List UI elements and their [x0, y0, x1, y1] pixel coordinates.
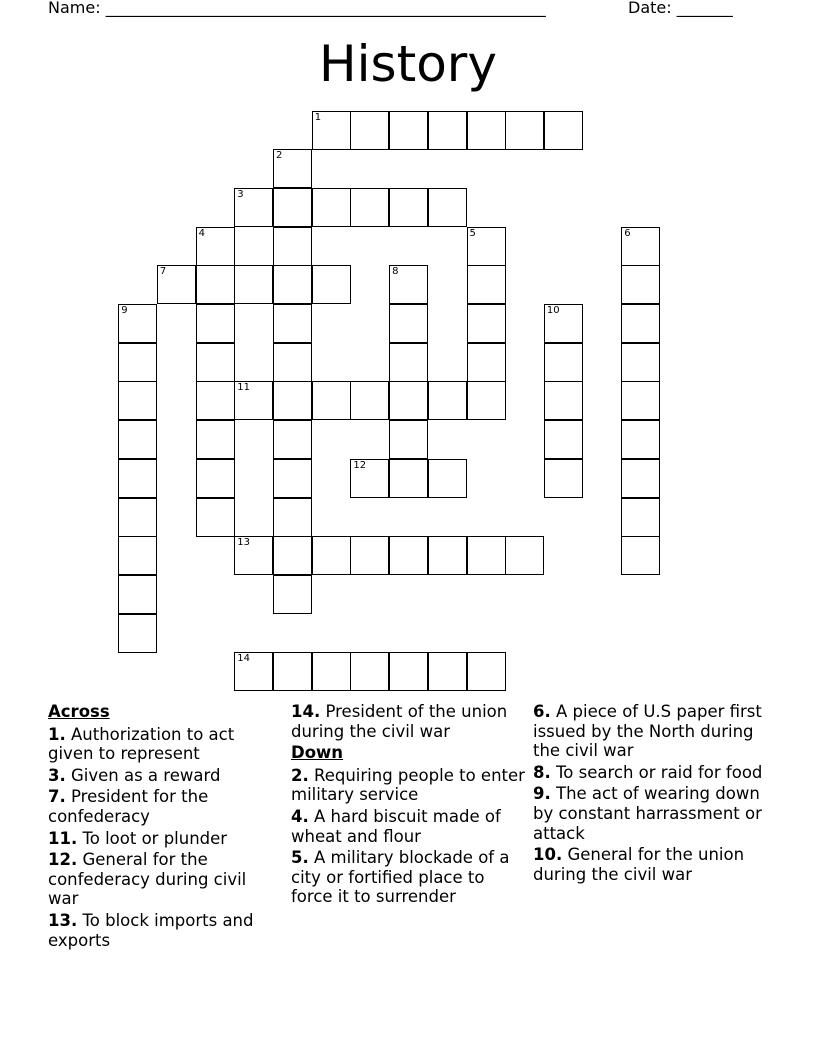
- clue-number: 8.: [533, 762, 551, 782]
- grid-cell[interactable]: [350, 536, 389, 575]
- grid-cell[interactable]: [389, 536, 428, 575]
- grid-cell[interactable]: [467, 227, 506, 266]
- cell-number: 9: [121, 305, 128, 316]
- grid-cell[interactable]: [544, 343, 583, 382]
- clue-text: General for the union during the civil war: [533, 845, 745, 884]
- grid-cell[interactable]: [118, 536, 157, 575]
- grid-cell[interactable]: [467, 381, 506, 420]
- grid-cell[interactable]: [273, 149, 312, 188]
- grid-cell[interactable]: [428, 459, 467, 498]
- grid-cell[interactable]: [196, 227, 235, 266]
- grid-cell[interactable]: [350, 459, 389, 498]
- grid-cell[interactable]: [273, 575, 312, 614]
- cell-number: 6: [624, 227, 631, 239]
- clue-number: 4.: [291, 806, 309, 826]
- clue-text: The act of wearing down by constant harrassment or attack: [533, 784, 762, 843]
- clue-number: 1.: [48, 724, 66, 744]
- grid-cell[interactable]: [234, 265, 273, 304]
- grid-cell[interactable]: [196, 420, 235, 459]
- clue-text: President for the confederacy: [48, 787, 209, 826]
- grid-cell[interactable]: [350, 652, 389, 691]
- cell-number: 11: [237, 382, 251, 394]
- grid-cell[interactable]: [196, 498, 235, 537]
- clue-number: 3.: [48, 765, 66, 785]
- grid-cell[interactable]: [273, 343, 312, 382]
- grid-cell[interactable]: [428, 111, 467, 150]
- clue-text: A piece of U.S paper first issued by the North during the civil war: [533, 702, 762, 761]
- grid-cell[interactable]: [196, 343, 235, 382]
- grid-cell[interactable]: [505, 536, 544, 575]
- grid-cell[interactable]: [621, 536, 660, 575]
- cell-number: 2: [276, 150, 283, 162]
- clue-5: [291, 848, 527, 907]
- down-heading: Down: [291, 743, 344, 763]
- clue-text: To search or raid for food: [550, 762, 763, 782]
- grid-cell[interactable]: [118, 304, 157, 343]
- cell-number: 3: [237, 188, 244, 200]
- clue-9: [533, 784, 773, 843]
- name-line[interactable]: _______________________________________________________: [105, 0, 546, 17]
- grid-cell[interactable]: [234, 536, 273, 575]
- grid-cell[interactable]: [312, 652, 351, 691]
- clue-text: To block imports and exports: [48, 910, 254, 950]
- grid-cell[interactable]: [389, 459, 428, 498]
- page-title: History: [319, 35, 497, 93]
- grid-cell[interactable]: [544, 420, 583, 459]
- cell-number: 14: [237, 653, 251, 665]
- clue-number: 11.: [48, 828, 78, 848]
- clues-column-2: [291, 702, 527, 909]
- grid-cell[interactable]: [389, 652, 428, 691]
- clue-number: 13.: [48, 910, 78, 930]
- grid-cell[interactable]: [389, 343, 428, 382]
- across-heading: Across: [48, 702, 110, 721]
- grid-cell[interactable]: [350, 111, 389, 150]
- grid-cell[interactable]: [273, 227, 312, 266]
- grid-cell[interactable]: [196, 265, 235, 304]
- grid-cell[interactable]: [234, 381, 273, 420]
- clue-number: 9.: [533, 784, 551, 804]
- grid-cell[interactable]: [389, 188, 428, 227]
- grid-cell[interactable]: [428, 652, 467, 691]
- clue-number: 12.: [48, 850, 78, 870]
- grid-cell[interactable]: [273, 304, 312, 343]
- grid-cell[interactable]: [467, 343, 506, 382]
- grid-cell[interactable]: [118, 575, 157, 614]
- clue-number: 6.: [533, 702, 551, 721]
- grid-cell[interactable]: [118, 420, 157, 459]
- down-clue-list-continued: [533, 702, 773, 884]
- grid-cell[interactable]: [621, 459, 660, 498]
- grid-cell[interactable]: [467, 304, 506, 343]
- grid-cell[interactable]: [621, 498, 660, 537]
- date-line[interactable]: _______: [676, 0, 733, 17]
- across-clue-list-continued: [291, 702, 527, 741]
- cell-number: 1: [314, 111, 322, 123]
- clue-1: [48, 725, 278, 764]
- clue-text: To loot or plunder: [77, 828, 228, 848]
- grid-cell[interactable]: [544, 381, 583, 420]
- clue-4: [291, 807, 527, 846]
- grid-cell[interactable]: [196, 381, 235, 420]
- clue-number: 14.: [291, 702, 321, 721]
- cell-number: 7: [159, 266, 167, 278]
- grid-cell[interactable]: [312, 381, 351, 420]
- cell-number: 5: [469, 227, 476, 239]
- clue-7: [48, 787, 278, 826]
- grid-cell[interactable]: [389, 111, 428, 150]
- grid-cell[interactable]: [273, 459, 312, 498]
- cell-number: 13: [237, 537, 251, 549]
- grid-cell[interactable]: [544, 459, 583, 498]
- clue-10: [533, 845, 773, 884]
- clue-11: [48, 829, 278, 849]
- grid-cell[interactable]: [234, 652, 273, 691]
- grid-cell[interactable]: [621, 304, 660, 343]
- grid-cell[interactable]: [621, 343, 660, 382]
- clue-12: [48, 850, 278, 909]
- cell-number: 12: [353, 459, 367, 471]
- grid-cell[interactable]: [544, 304, 583, 343]
- grid-cell[interactable]: [467, 652, 506, 691]
- grid-cell[interactable]: [467, 265, 506, 304]
- clue-number: 2.: [291, 765, 309, 785]
- grid-cell[interactable]: [118, 343, 157, 382]
- grid-cell[interactable]: [312, 188, 351, 227]
- cell-number: 8: [392, 266, 399, 278]
- grid-cell[interactable]: [350, 381, 389, 420]
- grid-cell[interactable]: [118, 381, 157, 420]
- name-label: Name:: [48, 0, 106, 17]
- grid-cell[interactable]: [273, 265, 312, 304]
- clues-column-3: [533, 702, 773, 886]
- clue-number: 7.: [48, 787, 66, 807]
- grid-cell[interactable]: [312, 265, 351, 304]
- grid-cell[interactable]: [428, 536, 467, 575]
- clue-text: Given as a reward: [65, 765, 221, 785]
- clue-13: [48, 911, 278, 950]
- grid-cell[interactable]: [196, 459, 235, 498]
- clue-6: [533, 702, 773, 761]
- grid-cell[interactable]: [428, 381, 467, 420]
- down-clue-list: [291, 766, 527, 907]
- grid-cell[interactable]: [389, 265, 428, 304]
- grid-cell[interactable]: [621, 420, 660, 459]
- clue-number: 10.: [533, 845, 563, 865]
- grid-cell[interactable]: [118, 498, 157, 537]
- clue-text: Requiring people to enter military service: [291, 765, 525, 805]
- cell-number: 10: [546, 305, 560, 316]
- grid-cell[interactable]: [118, 459, 157, 498]
- grid-cell[interactable]: [621, 381, 660, 420]
- grid-cell[interactable]: [389, 420, 428, 459]
- grid-cell[interactable]: [312, 536, 351, 575]
- grid-cell[interactable]: [389, 381, 428, 420]
- cell-number: 4: [198, 227, 205, 239]
- grid-cell[interactable]: [312, 111, 351, 150]
- clue-text: Authorization to act given to represent: [48, 724, 235, 764]
- clues-column-1: [48, 702, 278, 952]
- grid-cell[interactable]: [467, 536, 506, 575]
- grid-cell[interactable]: [389, 304, 428, 343]
- clue-2: [291, 766, 527, 805]
- across-clue-list: [48, 725, 278, 951]
- grid-cell[interactable]: [428, 188, 467, 227]
- clue-text: President of the union during the civil war: [291, 702, 508, 741]
- grid-cell[interactable]: [350, 188, 389, 227]
- grid-cell[interactable]: [273, 420, 312, 459]
- grid-cell[interactable]: [621, 265, 660, 304]
- grid-cell[interactable]: [273, 652, 312, 691]
- grid-cell[interactable]: [118, 614, 157, 653]
- clue-8: [533, 763, 773, 783]
- grid-cell[interactable]: [467, 111, 506, 150]
- grid-cell[interactable]: [505, 111, 544, 150]
- grid-cell[interactable]: [621, 227, 660, 266]
- clue-text: A military blockade of a city or fortified place to force it to surrender: [291, 848, 510, 907]
- grid-cell[interactable]: [273, 498, 312, 537]
- grid-cell[interactable]: [157, 265, 196, 304]
- clue-text: A hard biscuit made of wheat and flour: [291, 806, 501, 846]
- grid-cell[interactable]: [196, 304, 235, 343]
- clue-3: [48, 766, 278, 786]
- clue-14: [291, 702, 527, 741]
- grid-cell[interactable]: [234, 188, 273, 227]
- grid-cell[interactable]: [273, 536, 312, 575]
- clue-text: General for the confederacy during civil war: [48, 850, 247, 909]
- date-label: Date:: [628, 0, 677, 17]
- grid-cell[interactable]: [273, 381, 312, 420]
- grid-cell[interactable]: [544, 111, 583, 150]
- grid-cell[interactable]: [273, 188, 312, 227]
- clue-number: 5.: [291, 848, 309, 868]
